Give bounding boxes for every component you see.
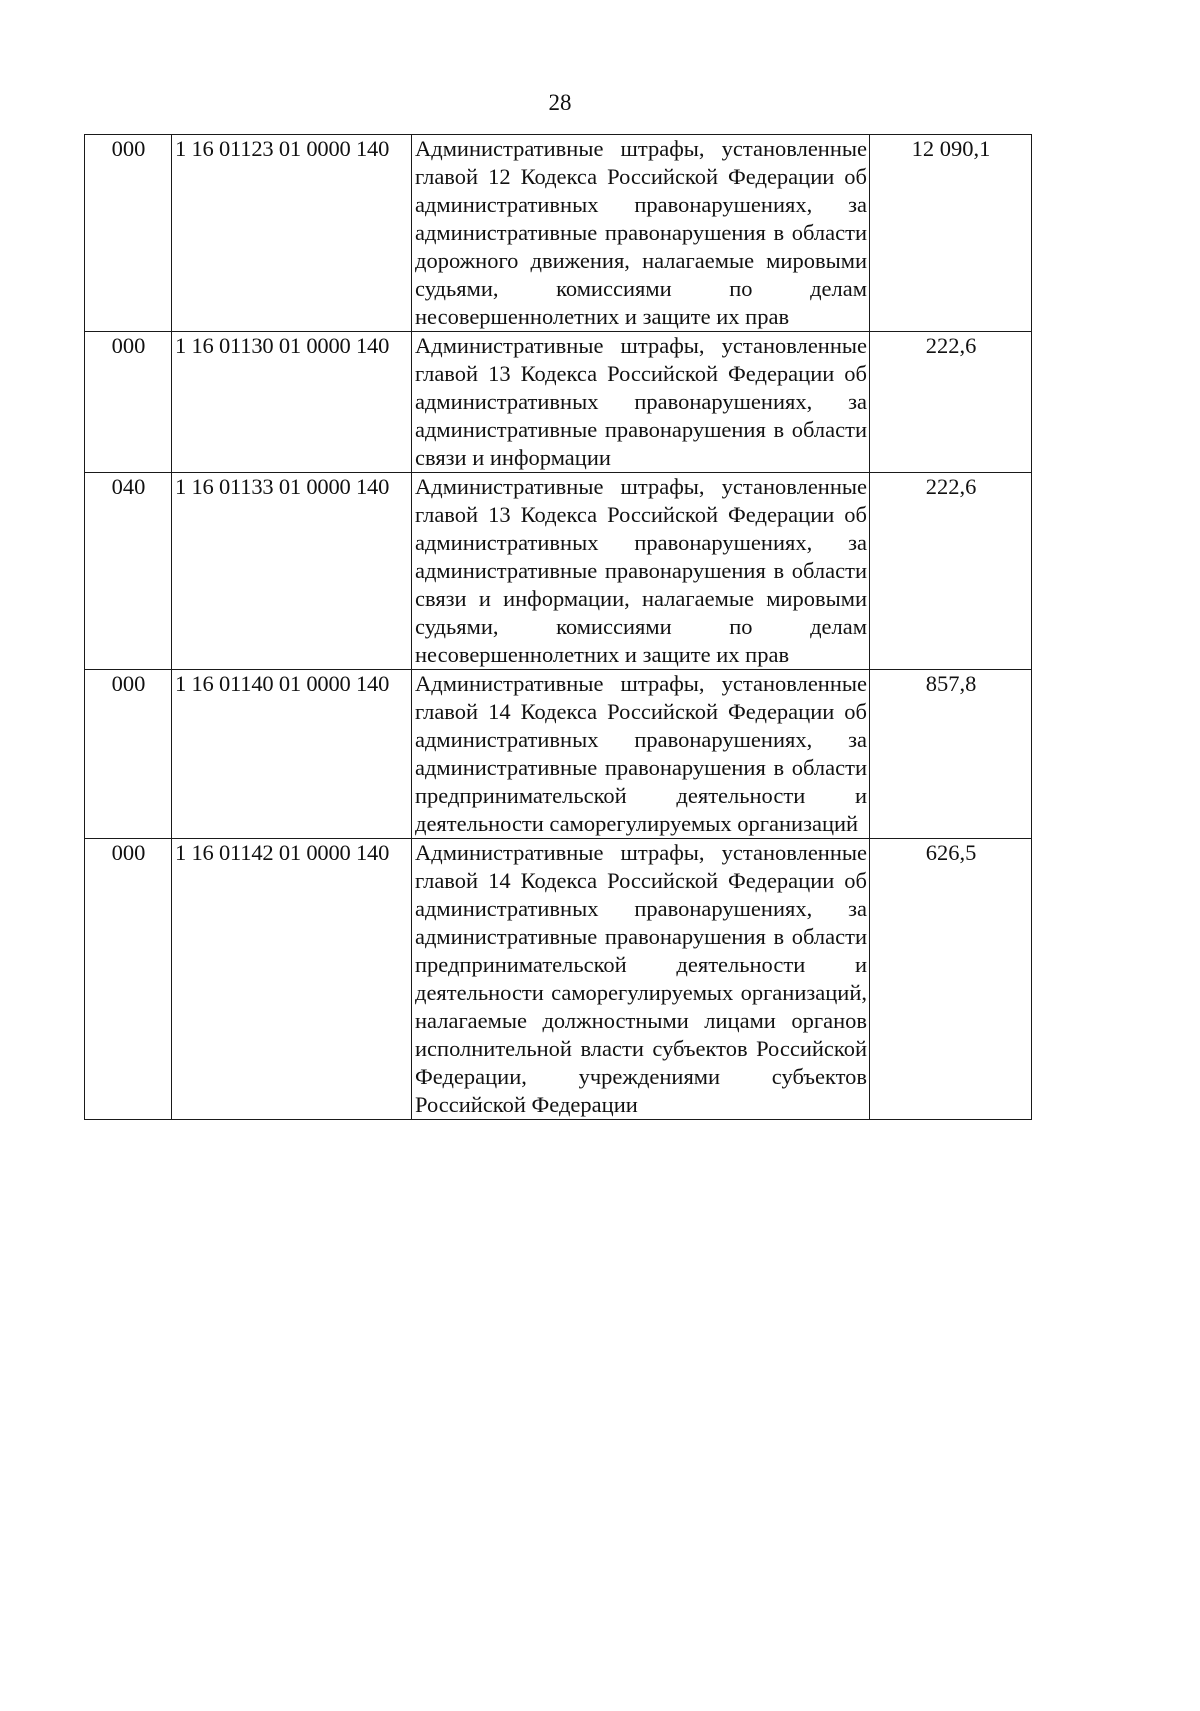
amount-cell: 222,6 — [870, 473, 1032, 670]
administrator-code-cell: 040 — [85, 473, 172, 670]
revenue-name-cell: Административные штрафы, установленные главой 13 Кодекса Российской Федерации об административных правонарушениях, за административные правонарушения в области связи и информации — [412, 332, 870, 473]
budget-classification-code-cell: 1 16 01130 01 0000 140 — [172, 332, 412, 473]
administrator-code-cell: 000 — [85, 670, 172, 839]
table-row — [85, 135, 1032, 332]
budget-revenue-table — [84, 134, 1032, 1120]
table-row — [85, 839, 1032, 1120]
budget-classification-code-cell: 1 16 01140 01 0000 140 — [172, 670, 412, 839]
administrator-code-cell: 000 — [85, 135, 172, 332]
administrator-code-cell: 000 — [85, 332, 172, 473]
administrator-code-cell: 000 — [85, 839, 172, 1120]
revenue-name-cell: Административные штрафы, установленные главой 14 Кодекса Российской Федерации об административных правонарушениях, за административные правонарушения в области предпринимательской деятельности и деятельности саморегулируемых организаций — [412, 670, 870, 839]
budget-classification-code-cell: 1 16 01123 01 0000 140 — [172, 135, 412, 332]
page-number: 28 — [548, 90, 572, 115]
revenue-name-cell: Административные штрафы, установленные главой 12 Кодекса Российской Федерации об административных правонарушениях, за административные правонарушения в области дорожного движения, налагаемые мировыми судьями, комиссиями по делам несовершеннолетних и защите их прав — [412, 135, 870, 332]
amount-cell: 626,5 — [870, 839, 1032, 1120]
revenue-name-cell: Административные штрафы, установленные главой 14 Кодекса Российской Федерации об административных правонарушениях, за административные правонарушения в области предпринимательской деятельности и деятельности саморегулируемых организаций, налагаемые должностными лицами органов исполнительной власти субъектов Российской Федерации, учреждениями субъектов Российской Федерации — [412, 839, 870, 1120]
table-row — [85, 670, 1032, 839]
budget-classification-code-cell: 1 16 01142 01 0000 140 — [172, 839, 412, 1120]
table-row — [85, 332, 1032, 473]
amount-cell: 857,8 — [870, 670, 1032, 839]
revenue-name-cell: Административные штрафы, установленные главой 13 Кодекса Российской Федерации об административных правонарушениях, за административные правонарушения в области связи и информации, налагаемые мировыми судьями, комиссиями по делам несовершеннолетних и защите их прав — [412, 473, 870, 670]
budget-classification-code-cell: 1 16 01133 01 0000 140 — [172, 473, 412, 670]
amount-cell: 12 090,1 — [870, 135, 1032, 332]
amount-cell: 222,6 — [870, 332, 1032, 473]
table-row — [85, 473, 1032, 670]
